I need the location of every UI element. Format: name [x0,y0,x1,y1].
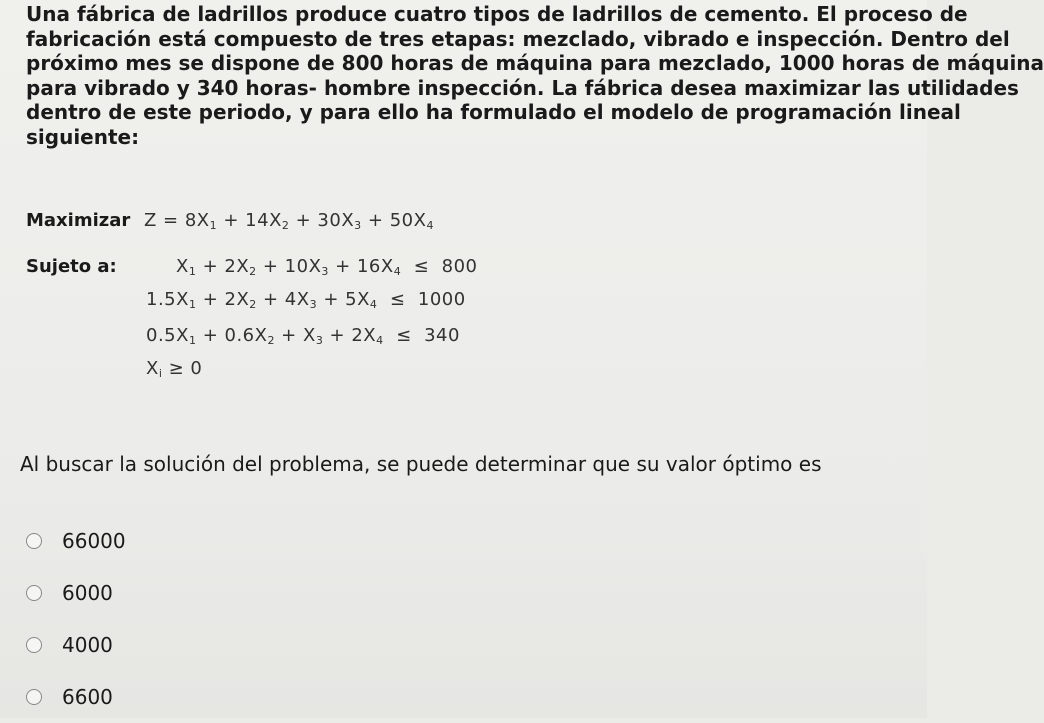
statement-line: para vibrado y 340 horas- hombre inspección. La fábrica desea maximizar las utilidades [26,75,1019,100]
answer-option[interactable] [26,619,126,671]
answer-option[interactable] [26,515,126,567]
statement-line: Una fábrica de ladrillos produce cuatro tipos de ladrillos de cemento. El proceso de [26,2,968,26]
constraint-2: $1.5X_1 + 2X_2 + 4X_3 + 5X_4 \le 1000$ [146,289,466,311]
radio-button[interactable] [26,689,42,705]
answer-options [26,515,126,723]
option-label: 6600 [62,685,113,709]
answer-option[interactable] [26,671,126,723]
option-label: 6000 [62,581,113,605]
statement-line: dentro de este periodo, y para ello ha formulado el modelo de programación lineal [26,100,961,124]
problem-statement [26,2,1044,149]
nonnegativity-constraint: $X_i \ge 0$ [146,358,203,380]
radio-button[interactable] [26,585,42,601]
statement-line: siguiente: [26,124,140,149]
radio-button[interactable] [26,637,42,653]
constraint-1: $X_1 + 2X_2 + 10X_3 + 16X_4 \le 800$ [176,256,478,278]
question-text: Al buscar la solución del problema, se puede determinar que su valor óptimo es [20,452,822,476]
constraint-3: $0.5X_1 + 0.6X_2 + X_3 + 2X_4 \le 340$ [146,325,460,347]
objective-function: $Z = 8X_1 + 14X_2 + 30X_3 + 50X_4$ [144,210,434,232]
answer-option[interactable] [26,567,126,619]
option-label: 66000 [62,529,126,553]
statement-line: próximo mes se dispone de 800 horas de máquina para mezclado, 1000 horas de máquina [26,51,1044,75]
statement-line: fabricación está compuesto de tres etapas: mezclado, vibrado e inspección. Dentro del [26,26,1010,51]
maximize-label: Maximizar [26,210,131,231]
option-label: 4000 [62,633,113,657]
radio-button[interactable] [26,533,42,549]
subject-to-label: Sujeto a: [26,256,117,277]
